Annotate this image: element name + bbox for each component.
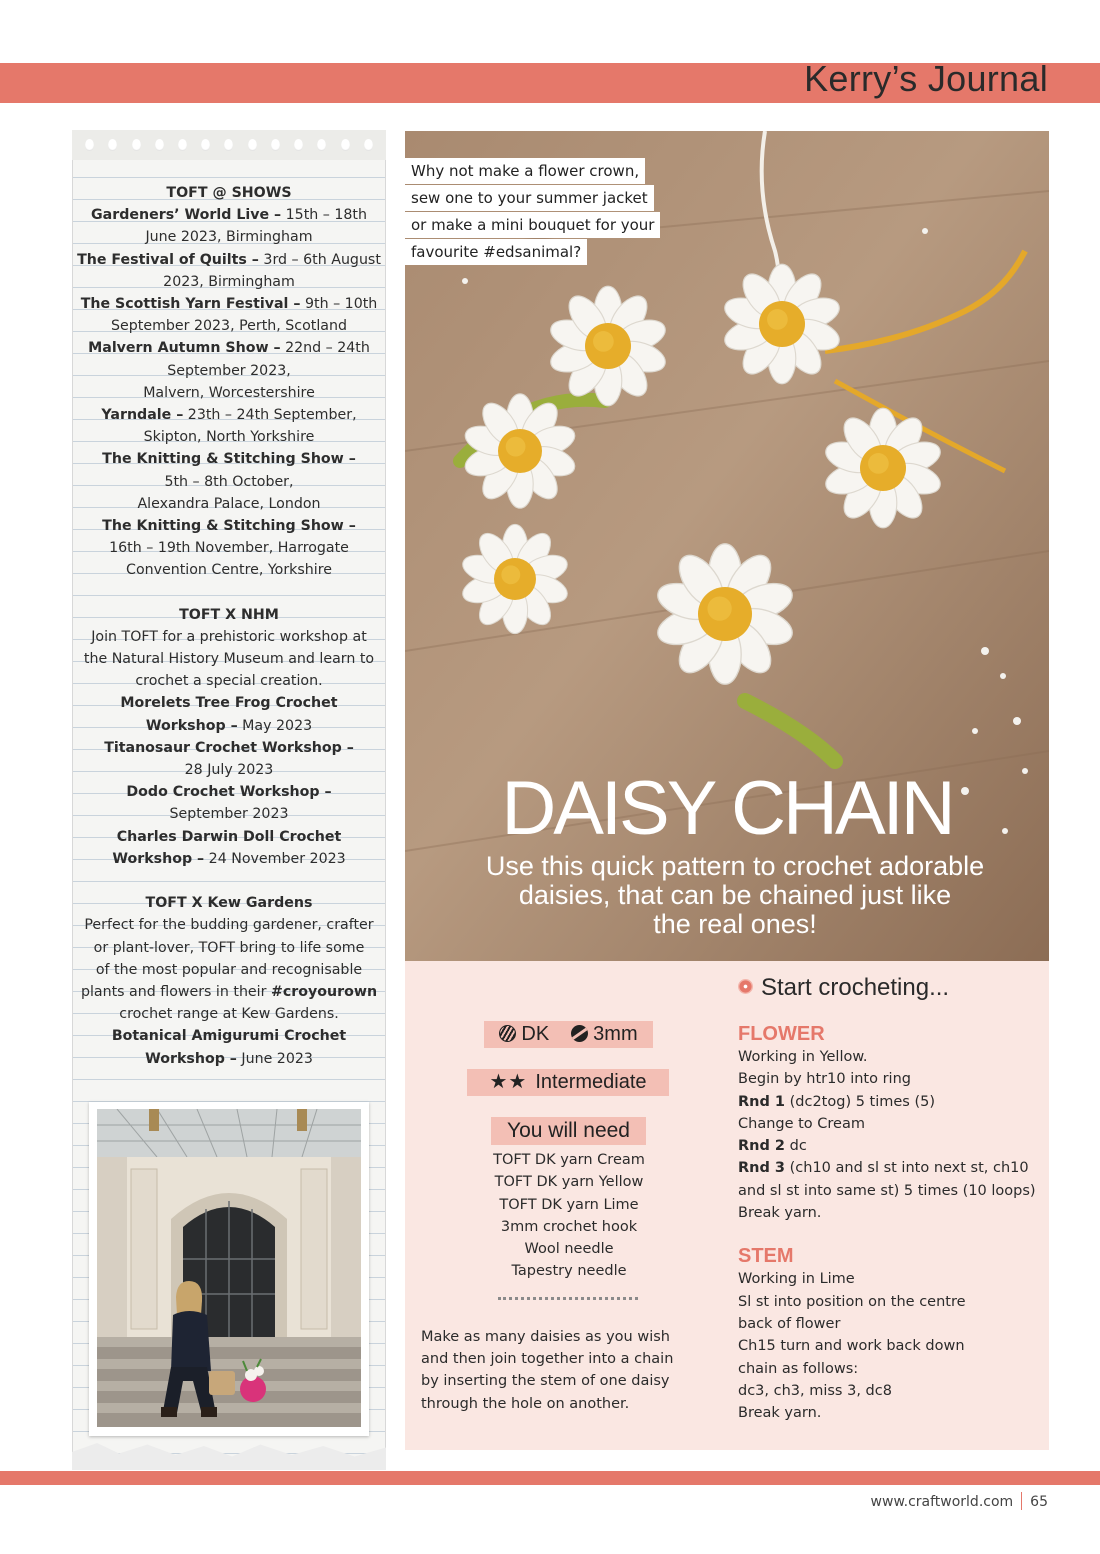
binding-hole xyxy=(294,139,303,151)
workshop-name: Titanosaur Crochet Workshop – xyxy=(104,739,354,756)
show-location: Skipton, North Yorkshire xyxy=(143,429,315,446)
binding-hole xyxy=(341,139,350,151)
show-dates-line: 5th – 8th October, xyxy=(164,473,294,490)
instruction-line: Break yarn. xyxy=(738,1405,822,1422)
hook-size: 3mm xyxy=(593,1023,638,1045)
kew-intro-line: or plant-lover, TOFT bring to life some xyxy=(93,939,365,956)
show-entry xyxy=(76,515,382,582)
flower-heading: FLOWER xyxy=(738,1023,825,1045)
caption-line: favourite #edsanimal? xyxy=(405,239,587,265)
journal-title: Kerry’s Journal xyxy=(804,58,1048,99)
instruction-line: Rnd 1 (dc2tog) 5 times (5) xyxy=(738,1093,936,1110)
stem-heading: STEM xyxy=(738,1245,794,1268)
author-photo xyxy=(97,1109,361,1427)
workshop-date: September 2023 xyxy=(169,806,289,823)
instruction-line: Sl st into position on the centre xyxy=(738,1293,966,1310)
binding-hole xyxy=(85,139,94,151)
subtitle-line: the real ones! xyxy=(653,909,817,939)
events-sidebar xyxy=(76,182,382,1070)
instruction-line: chain as follows: xyxy=(738,1360,859,1377)
nhm-intro-line: crochet a special creation. xyxy=(135,673,323,690)
join-note xyxy=(421,1326,681,1415)
material-item: Wool needle xyxy=(524,1241,614,1258)
binding-hole xyxy=(201,139,210,151)
shows-heading: TOFT @ SHOWS xyxy=(166,185,292,201)
instruction-line: Rnd 3 (ch10 and sl st into next st, ch10 xyxy=(738,1160,1029,1177)
instruction-line: Break yarn. xyxy=(738,1205,822,1222)
show-entry xyxy=(76,293,382,337)
flower-bullet-icon xyxy=(738,979,753,994)
article-title: DAISY CHAIN xyxy=(501,766,953,851)
star-icon: ★★ xyxy=(489,1071,528,1093)
workshop-entry xyxy=(76,781,382,825)
author-photo-frame xyxy=(89,1102,369,1436)
show-entry xyxy=(76,448,382,515)
show-dates: 15th – 18th xyxy=(281,207,367,224)
binding-hole xyxy=(248,139,257,151)
instruction-line: Working in Lime xyxy=(738,1271,855,1288)
crochet-hook-icon xyxy=(571,1025,588,1042)
instruction-line: and sl st into same st) 5 times (10 loops) xyxy=(738,1182,1036,1199)
kew-intro-line: of the most popular and recognisable xyxy=(95,961,363,978)
workshop-date: June 2023 xyxy=(236,1050,313,1067)
show-location: Malvern, Worcestershire xyxy=(143,384,315,401)
footer-bar xyxy=(0,1471,1100,1485)
yarn-hook-tag xyxy=(484,1021,653,1048)
round-label: Rnd 1 xyxy=(738,1093,786,1110)
workshop-name: Charles Darwin Doll Crochet xyxy=(116,828,342,845)
binding-hole xyxy=(271,139,280,151)
show-location: Convention Centre, Yorkshire xyxy=(126,562,332,579)
note-line: by inserting the stem of one daisy xyxy=(421,1373,670,1390)
show-entry xyxy=(76,249,382,293)
notepad-binding xyxy=(72,130,386,160)
nhm-intro-line: Join TOFT for a prehistoric workshop at xyxy=(91,628,367,645)
website-link[interactable]: www.craftworld.com xyxy=(870,1494,1014,1510)
start-heading: Start crocheting... xyxy=(738,974,949,1002)
difficulty-tag xyxy=(467,1069,669,1096)
note-line: and then join together into a chain xyxy=(421,1351,674,1368)
photo-caption xyxy=(405,158,660,266)
subtitle-line: Use this quick pattern to crochet adorable xyxy=(485,851,985,881)
show-name: Yarndale – xyxy=(101,407,184,424)
you-will-need-heading: You will need xyxy=(491,1117,646,1145)
caption-line: or make a mini bouquet for your xyxy=(405,212,660,238)
show-name: The Festival of Quilts – xyxy=(77,251,259,268)
show-dates-line: 16th – 19th November, Harrogate xyxy=(109,540,349,557)
show-location: September 2023, Perth, Scotland xyxy=(111,318,347,335)
show-name: Gardeners’ World Live – xyxy=(91,207,282,224)
instruction-line: Ch15 turn and work back down xyxy=(738,1338,965,1355)
caption-line: sew one to your summer jacket xyxy=(405,185,654,211)
show-entry xyxy=(76,404,382,448)
workshop-label: Workshop – xyxy=(112,850,205,867)
caption-line: Why not make a flower crown, xyxy=(405,158,645,184)
workshop-date: 28 July 2023 xyxy=(184,762,274,779)
show-location: 2023, Birmingham xyxy=(163,273,295,290)
show-name: The Knitting & Stitching Show – xyxy=(102,518,356,535)
kew-intro-line: Perfect for the budding gardener, crafter xyxy=(84,917,374,934)
show-name: The Scottish Yarn Festival – xyxy=(80,296,301,313)
workshop-name: Morelets Tree Frog Crochet xyxy=(120,695,338,712)
instruction-line: dc3, ch3, miss 3, dc8 xyxy=(738,1382,892,1399)
yarn-weight: DK xyxy=(521,1023,550,1045)
yarn-ball-icon xyxy=(499,1025,516,1042)
show-entry xyxy=(76,337,382,404)
instruction-line: Begin by htr10 into ring xyxy=(738,1071,911,1088)
page-number: 65 xyxy=(1030,1494,1048,1510)
workshop-label: Workshop – xyxy=(145,717,238,734)
show-dates-line: September 2023, xyxy=(167,362,291,379)
show-dates: 23th – 24th September, xyxy=(183,407,357,424)
binding-hole xyxy=(108,139,117,151)
instruction-line: Rnd 2 dc xyxy=(738,1138,807,1155)
workshop-name: Botanical Amigurumi Crochet xyxy=(111,1028,347,1045)
binding-hole xyxy=(364,139,373,151)
difficulty-label: Intermediate xyxy=(535,1071,647,1093)
show-entry xyxy=(76,204,382,248)
materials-list xyxy=(450,1149,688,1283)
nhm-intro-line: the Natural History Museum and learn to xyxy=(83,651,375,668)
nhm-heading: TOFT X NHM xyxy=(179,606,279,623)
binding-hole xyxy=(224,139,233,151)
note-line: Make as many daisies as you wish xyxy=(421,1329,670,1345)
show-dates: 3rd – 6th August xyxy=(258,251,381,268)
material-item: TOFT DK yarn Lime xyxy=(499,1196,639,1213)
workshop-date: 24 November 2023 xyxy=(204,850,346,867)
instruction-line: back of flower xyxy=(738,1315,841,1332)
workshop-name: Dodo Crochet Workshop – xyxy=(126,784,332,801)
show-location: Alexandra Palace, London xyxy=(137,495,321,512)
kew-heading: TOFT X Kew Gardens xyxy=(145,895,313,912)
binding-hole xyxy=(317,139,326,151)
binding-hole xyxy=(155,139,164,151)
round-label: Rnd 3 xyxy=(738,1160,786,1177)
show-name: The Knitting & Stitching Show – xyxy=(102,451,356,468)
article-subtitle xyxy=(445,852,1025,939)
material-item: TOFT DK yarn Cream xyxy=(493,1152,645,1168)
subtitle-line: daisies, that can be chained just like xyxy=(518,880,952,910)
show-dates: 22nd – 24th xyxy=(280,340,370,357)
workshop-entry xyxy=(76,826,382,870)
material-item: 3mm crochet hook xyxy=(500,1218,638,1235)
show-name: Malvern Autumn Show – xyxy=(88,340,281,357)
page-footer xyxy=(871,1492,1048,1510)
pattern-instructions xyxy=(738,1022,1038,1424)
workshop-entry xyxy=(76,737,382,781)
show-dates: 9th – 10th xyxy=(300,296,378,313)
hashtag: #croyourown xyxy=(270,983,378,1000)
round-label: Rnd 2 xyxy=(738,1138,786,1155)
instruction-line: Working in Yellow. xyxy=(738,1049,868,1065)
instruction-line: Change to Cream xyxy=(738,1115,865,1132)
show-location: June 2023, Birmingham xyxy=(145,229,313,246)
dotted-divider xyxy=(498,1297,638,1300)
kew-intro-line: crochet range at Kew Gardens. xyxy=(119,1006,339,1023)
workshop-entry xyxy=(76,692,382,736)
workshop-label: Workshop – xyxy=(145,1050,237,1067)
workshop-date: May 2023 xyxy=(237,717,313,734)
kew-intro-line: plants and flowers in their xyxy=(80,983,271,1000)
material-item: Tapestry needle xyxy=(511,1263,627,1280)
footer-divider xyxy=(1021,1492,1022,1510)
binding-hole xyxy=(132,139,141,151)
binding-hole xyxy=(178,139,187,151)
note-line: through the hole on another. xyxy=(421,1395,630,1412)
material-item: TOFT DK yarn Yellow xyxy=(494,1174,644,1191)
